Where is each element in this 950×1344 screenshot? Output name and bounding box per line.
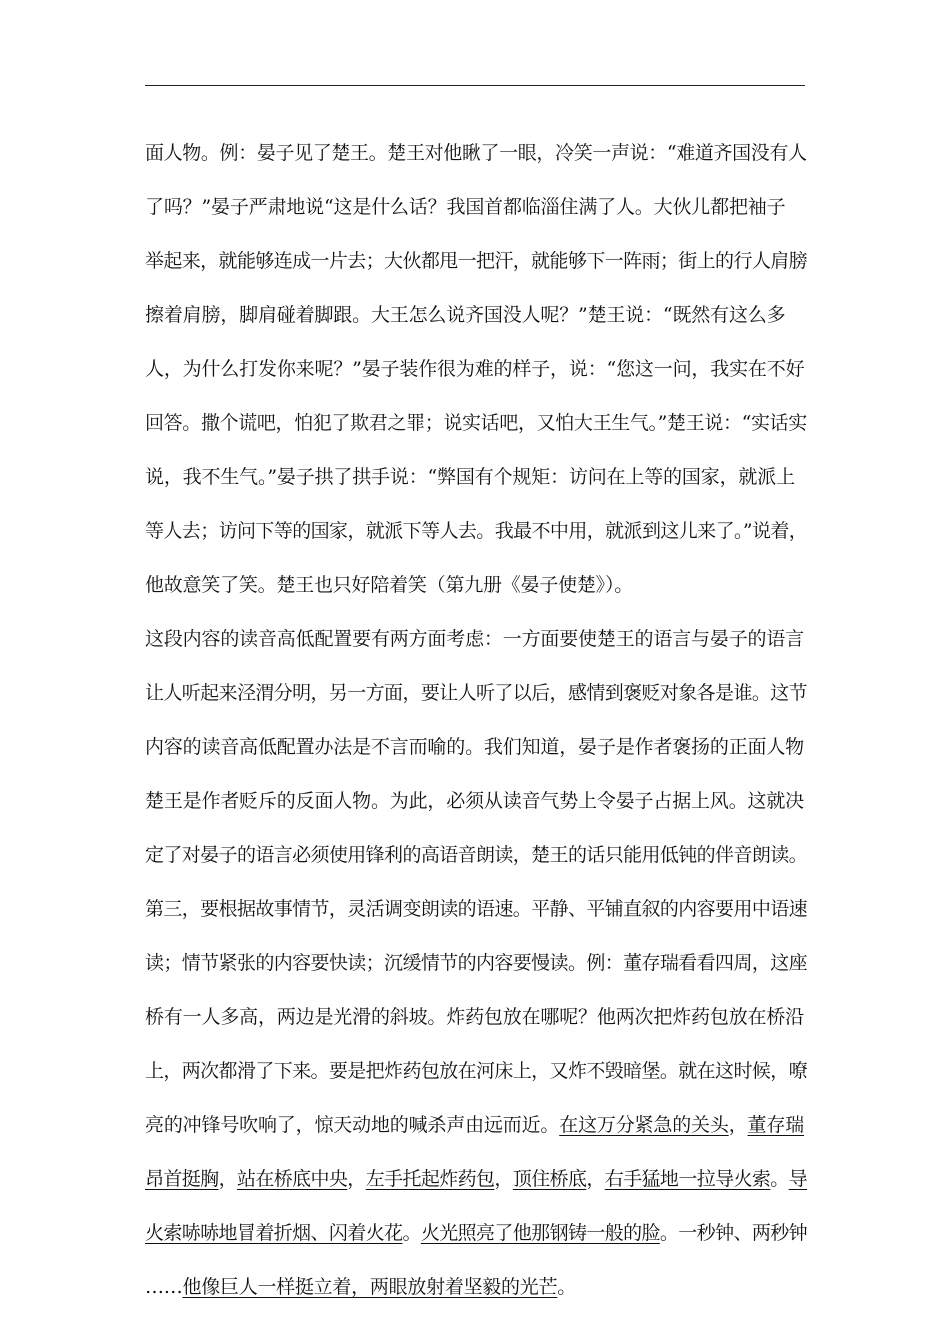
text-segment: 亮的冲锋号吹响了，惊天动地的喊杀声由远而近。 [145,1114,560,1136]
text-segment: 桥有一人多高，两边是光滑的斜坡。炸药包放在哪呢？他两次把炸药包放在桥沿 [145,1006,805,1028]
underlined-text: 他像巨人一样挺立着，两眼放射着坚毅的光芒 [182,1276,558,1298]
text-line [145,396,813,450]
text-line [145,774,813,828]
text-segment: 等人去；访问下等的国家，就派下等人去。我最不中用，就派到这儿来了。”说着， [145,520,808,542]
text-segment: ， [728,1114,748,1136]
text-segment: 擦着肩膀，脚肩碰着脚跟。大王怎么说齐国没人呢？”楚王说：“既然有这么多 [145,304,786,326]
text-line [145,1260,813,1314]
text-segment: 。 [770,1168,789,1190]
text-line [145,666,813,720]
text-segment: 。一秒钟、两秒钟 [659,1222,808,1244]
text-segment: 他故意笑了笑。楚王也只好陪着笑（第九册《晏子使楚》）。 [145,574,634,596]
text-segment: 人，为什么打发你来呢？”晏子装作很为难的样子，说：“您这一问，我实在不好 [145,358,805,380]
underlined-text: 顶住桥底 [512,1168,587,1190]
text-line [145,342,813,396]
header-rule [145,85,805,86]
text-segment: 说，我不生气。”晏子拱了拱手说：“弊国有个规矩：访问在上等的国家，就派上 [145,466,795,488]
text-line [145,1044,813,1098]
text-line [145,288,813,342]
text-segment: ， [218,1168,237,1190]
text-line [145,936,813,990]
text-line [145,1206,813,1260]
text-line [145,558,813,612]
body-text [145,126,813,1314]
text-segment: 读；情节紧张的内容要快读；沉缓情节的内容要慢读。例：董存瑞看看四周，这座 [145,952,808,974]
text-segment: …… [145,1276,183,1298]
text-line [145,612,813,666]
text-line [145,504,813,558]
text-line [145,450,813,504]
text-segment: ， [347,1168,366,1190]
text-line [145,1152,813,1206]
text-segment: 内容的读音高低配置办法是不言而喻的。我们知道，晏子是作者褒扬的正面人物 [145,736,805,758]
text-line [145,234,813,288]
underlined-text: 站在桥底中央 [236,1168,348,1190]
underlined-text: 昂首挺胸 [145,1168,219,1190]
underlined-text: 导 [788,1168,808,1190]
text-segment: 。 [557,1276,577,1298]
text-segment: 。 [402,1222,421,1244]
underlined-text: 董存瑞 [747,1114,805,1136]
underlined-text: 火光照亮了他那钢铸一般的脸 [420,1222,660,1244]
text-segment: 举起来，就能够连成一片去；大伙都甩一把汗，就能够下一阵雨；街上的行人肩膀 [145,250,808,272]
underlined-text: 左手托起炸药包 [365,1168,495,1190]
text-line [145,882,813,936]
text-line [145,990,813,1044]
text-segment: 楚王是作者贬斥的反面人物。为此，必须从读音气势上令晏子占据上风。这就决 [145,790,805,812]
text-line [145,720,813,774]
text-segment: 让人听起来泾渭分明，另一方面，要让人听了以后，感情到褒贬对象各是谁。这节 [145,682,808,704]
text-line [145,828,813,882]
text-segment: 定了对晏子的语言必须使用锋利的高语音朗读，楚王的话只能用低钝的伴音朗读。 [145,844,808,866]
text-segment: 面人物。例：晏子见了楚王。楚王对他瞅了一眼，冷笑一声说：“难道齐国没有人 [145,142,807,164]
text-segment: ， [586,1168,605,1190]
text-segment: ， [494,1168,513,1190]
underlined-text: 在这万分紧急的关头 [559,1114,729,1136]
underlined-text: 右手猛地一拉导火索 [604,1168,771,1190]
text-segment: 回答。撒个谎吧，怕犯了欺君之罪；说实话吧，又怕大王生气。”楚王说：“实话实 [145,412,807,434]
text-line [145,1098,813,1152]
text-segment: 这段内容的读音高低配置要有两方面考虑：一方面要使楚王的语言与晏子的语言 [145,628,805,650]
text-segment: 上，两次都滑了下来。要是把炸药包放在河床上，又炸不毁暗堡。就在这时候，嘹 [145,1060,808,1082]
text-segment: 了吗？”晏子严肃地说“这是什么话？我国首都临淄住满了人。大伙儿都把袖子 [145,196,786,218]
underlined-text: 火索哧哧地冒着折烟、闪着火花 [145,1222,403,1244]
text-segment: 第三，要根据故事情节，灵活调变朗读的语速。平静、平铺直叙的内容要用中语速 [145,898,808,920]
text-line [145,126,813,180]
text-line [145,180,813,234]
